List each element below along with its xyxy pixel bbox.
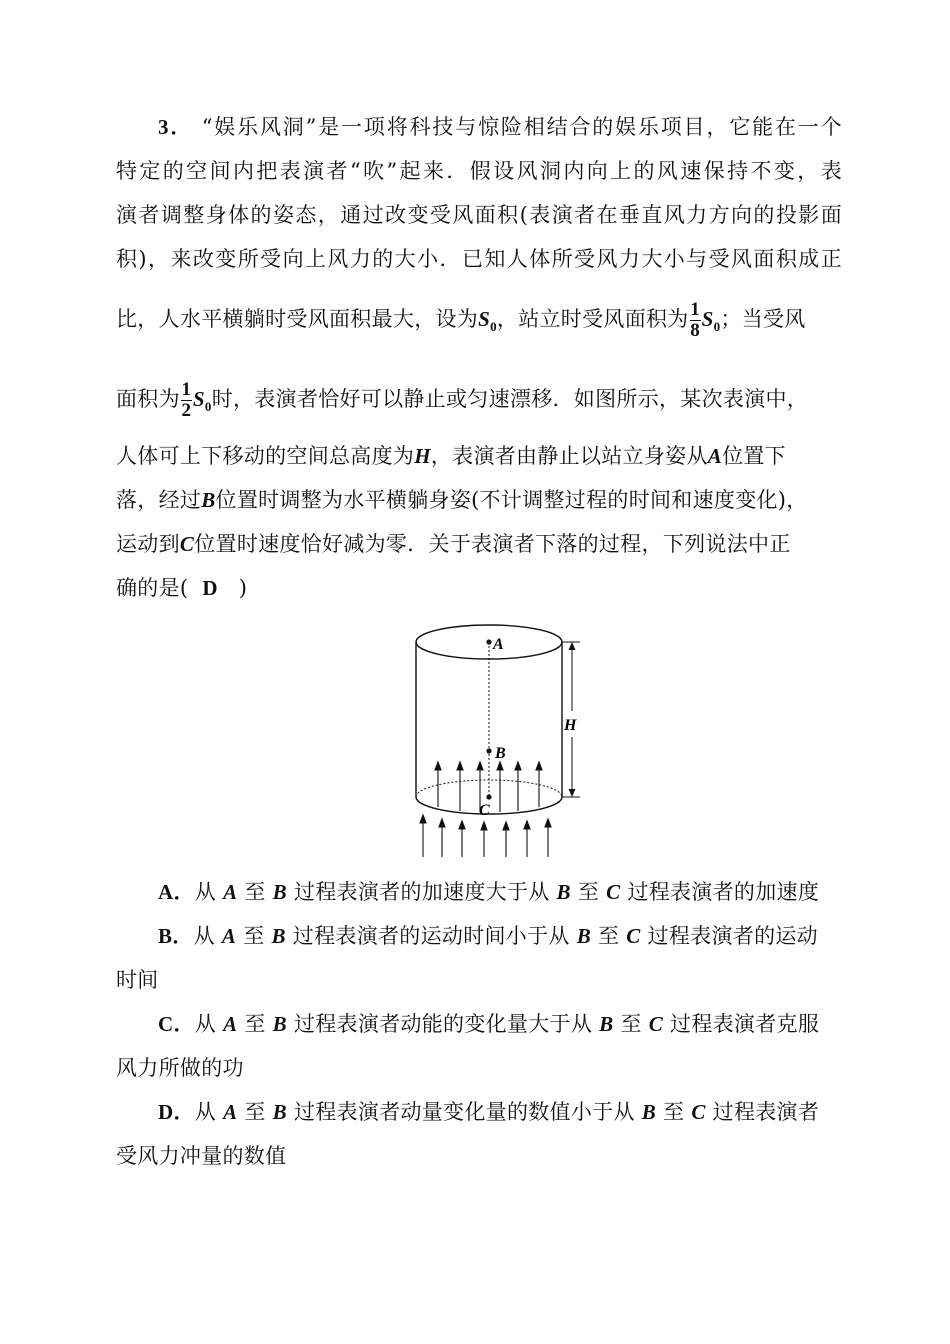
option-b-cont: 时间 (116, 968, 159, 992)
point-b (486, 748, 491, 753)
h-arrowhead-up (569, 642, 576, 650)
label-a: A (493, 636, 504, 653)
label-c: C (479, 802, 490, 819)
option-d[interactable]: D．从 A 至 B 过程表演者动量变化量的数值小于从 B 至 C 过程表演者 (158, 1100, 820, 1124)
question-line-9: 运动到C位置时速度恰好减为零．关于表演者下落的过程，下列说法中正 (116, 532, 791, 556)
answer: D (202, 576, 218, 600)
wind-tunnel-diagram (400, 615, 580, 865)
label-h: H (564, 717, 577, 734)
option-c[interactable]: C．从 A 至 B 过程表演者动能的变化量大于从 B 至 C 过程表演者克服 (158, 1012, 820, 1036)
point-c (486, 794, 491, 799)
point-a (486, 639, 491, 644)
question-line-2: 特定的空间内把表演者“吹”起来．假设风洞内向上的风速保持不变，表 (116, 159, 842, 183)
question-line-8: 落，经过B位置时调整为水平横躺身姿(不计调整过程的时间和速度变化)， (116, 488, 808, 512)
label-b: B (495, 745, 506, 762)
question-line-5: 比，人水平横躺时受风面积最大，设为$S_0$，站立时受风面积为 $\frac{1}{8}$ $S_0$；当受风 (116, 299, 806, 341)
wind-arrows-below (420, 815, 551, 857)
question-line-3: 演者调整身体的姿态，通过改变受风面积(表演者在垂直风力方向的投影面 (116, 203, 842, 227)
h-arrowhead-down (569, 789, 576, 797)
question-number: 3． (158, 115, 194, 139)
fraction-one-eighth: $\frac{1}{8}$ (690, 299, 701, 341)
fraction-one-half: $\frac{1}{2}$ (181, 379, 192, 421)
question-line-4: 积)，来改变所受向上风力的大小．已知人体所受风力大小与受风面积成正 (116, 247, 842, 271)
question-line-6: 面积为 $\frac{1}{2}$ $S_0$时，表演者恰好可以静止或匀速漂移．如图所示，某次表演中， (116, 379, 809, 421)
option-d-cont: 受风力冲量的数值 (116, 1144, 287, 1168)
option-c-cont: 风力所做的功 (116, 1056, 244, 1080)
question-line-1: 3． “娱乐风洞”是一项将科技与惊险相结合的娱乐项目，它能在一个 (158, 115, 842, 139)
option-a[interactable]: A．从 A 至 B 过程表演者的加速度大于从 B 至 C 过程表演者的加速度 (158, 880, 820, 904)
question-line-10: 确的是( D ) (116, 576, 248, 600)
option-b[interactable]: B．从 A 至 B 过程表演者的运动时间小于从 B 至 C 过程表演者的运动 (158, 924, 818, 948)
question-line-7: 人体可上下移动的空间总高度为H，表演者由静止以站立身姿从A位置下 (116, 444, 786, 468)
